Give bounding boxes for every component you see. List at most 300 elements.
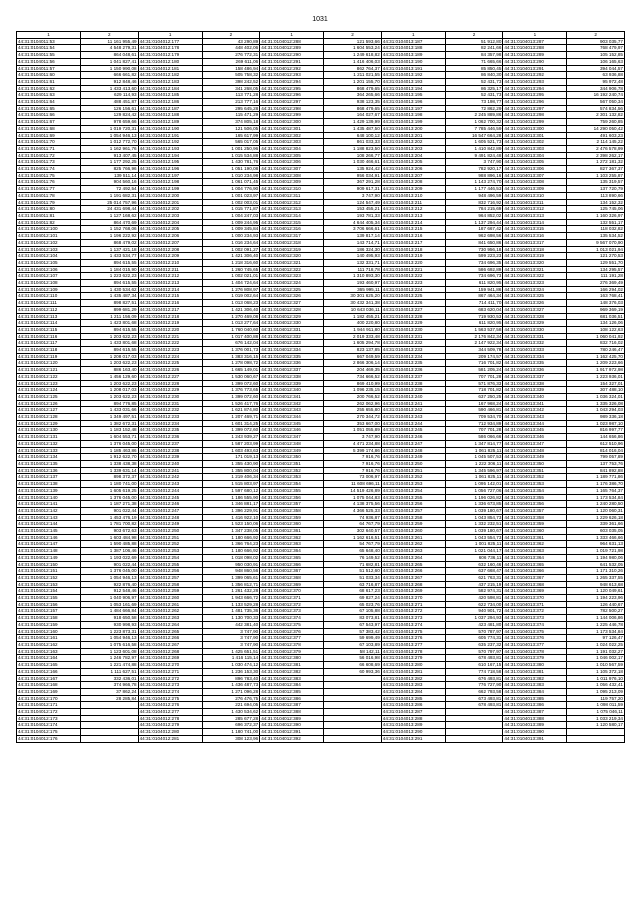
- cadastral-number-cell: 44:31:0104013:380: [503, 662, 567, 669]
- cadastral-number-cell: 44:31:0104012:292: [260, 65, 324, 72]
- value-cell: 1 665 149,01: [202, 367, 260, 374]
- cadastral-number-cell: 44:31:0104013:354: [503, 487, 567, 494]
- value-cell: [445, 735, 503, 742]
- cadastral-number-cell: 44:31:0104013:293: [503, 78, 567, 85]
- cadastral-number-cell: 44:31:0104012:145: [17, 528, 81, 535]
- value-cell: 64 767,79: [324, 521, 382, 528]
- cadastral-number-cell: 44:31:0104012:122: [17, 373, 81, 380]
- value-cell: 1 605 294,78: [324, 340, 382, 347]
- value-cell: 1 515 803,97: [202, 481, 260, 488]
- cadastral-number-cell: 44:31:0104012:341: [260, 393, 324, 400]
- value-cell: 605 774,31: [445, 635, 503, 642]
- value-cell: 565 017,05: [202, 139, 260, 146]
- value-cell: 204 469,35: [324, 367, 382, 374]
- value-cell: 137 720,79: [567, 186, 625, 193]
- cadastral-number-cell: 44:31:0104012:261: [138, 601, 202, 608]
- cadastral-number-cell: 44:31:0104012:294: [260, 78, 324, 85]
- value-cell: 1 203 622,23: [81, 360, 139, 367]
- table-row: [17, 266, 625, 273]
- cadastral-number-cell: 44:31:0104012:211: [138, 266, 202, 273]
- table-row: [17, 239, 625, 246]
- value-cell: 2 114 145,22: [567, 139, 625, 146]
- value-cell: 2 147 922,34: [445, 340, 503, 347]
- value-cell: 121 506,05: [202, 125, 260, 132]
- cadastral-number-cell: 44:31:0104012:140: [17, 494, 81, 501]
- value-cell: 1 421 306,40: [202, 253, 260, 260]
- table-row: [17, 467, 625, 474]
- cadastral-number-cell: 44:31:0104013:347: [503, 440, 567, 447]
- cadastral-number-cell: 44:31:0104012:335: [260, 353, 324, 360]
- value-cell: 143 714,71: [324, 239, 382, 246]
- value-cell: 187 667,42: [445, 226, 503, 233]
- value-cell: 144 656,86: [567, 434, 625, 441]
- cadastral-number-cell: 44:31:0104013:335: [503, 360, 567, 367]
- cadastral-number-cell: 44:31:0104012:240: [138, 461, 202, 468]
- cadastral-number-cell: 44:31:0104013:245: [381, 427, 445, 434]
- value-cell: 1 075 044,83: [324, 494, 382, 501]
- value-cell: 140 495,93: [324, 253, 382, 260]
- cadastral-number-cell: 44:31:0104013:282: [381, 675, 445, 682]
- table-row: [17, 608, 625, 615]
- cadastral-number-cell: 44:31:0104011:62: [17, 85, 81, 92]
- value-cell: 1 060 041,92: [567, 333, 625, 340]
- value-cell: 667 049,59: [324, 353, 382, 360]
- value-cell: 1 347 814,77: [445, 440, 503, 447]
- cadastral-number-cell: 44:31:0104012:144: [17, 521, 81, 528]
- column-header: 2: [324, 32, 382, 39]
- value-cell: 121 593,66: [324, 38, 382, 45]
- cadastral-number-cell: 44:31:0104013:368: [503, 581, 567, 588]
- cadastral-number-cell: 44:31:0104012:229: [138, 387, 202, 394]
- table-row: [17, 159, 625, 166]
- cadastral-number-cell: 44:31:0104012:214: [138, 286, 202, 293]
- table-row: [17, 166, 625, 173]
- table-row: [17, 541, 625, 548]
- value-cell: 1 249 618,82: [324, 52, 382, 59]
- cadastral-number-cell: 44:31:0104012:365: [260, 554, 324, 561]
- table-row: [17, 186, 625, 193]
- cadastral-number-cell: 44:31:0104012:194: [138, 152, 202, 159]
- value-cell: 132 331,71: [324, 259, 382, 266]
- value-cell: 2 866 306,14: [324, 360, 382, 367]
- value-cell: 1 781 700,82: [81, 521, 139, 528]
- cadastral-number-cell: 44:31:0104013:288: [381, 715, 445, 722]
- value-cell: 1 399 065,61: [202, 574, 260, 581]
- cadastral-number-cell: 44:31:0104012:203: [138, 212, 202, 219]
- value-cell: 894 615,55: [81, 259, 139, 266]
- cadastral-number-cell: 44:31:0104013:255: [381, 494, 445, 501]
- value-cell: 1 261 432,28: [202, 588, 260, 595]
- cadastral-number-cell: 44:31:0104013:289: [381, 722, 445, 729]
- cadastral-number-cell: 44:31:0104013:346: [503, 434, 567, 441]
- value-cell: 1 376 045,00: [81, 494, 139, 501]
- value-cell: 1 043 294,03: [567, 407, 625, 414]
- cadastral-number-cell: 44:31:0104012:186: [138, 99, 202, 106]
- value-cell: 1 223 622,23: [81, 273, 139, 280]
- table-row: [17, 273, 625, 280]
- table-row: [17, 38, 625, 45]
- column-header: 1: [260, 32, 324, 39]
- value-cell: 65 648,40: [324, 548, 382, 555]
- table-row: [17, 226, 625, 233]
- cadastral-number-cell: 44:31:0104012:276: [138, 702, 202, 709]
- cadastral-number-cell: 44:31:0104013:212: [381, 206, 445, 213]
- value-cell: 611 820,95: [445, 320, 503, 327]
- cadastral-number-cell: 44:31:0104012:142: [17, 507, 81, 514]
- cadastral-number-cell: 44:31:0104012:312: [260, 199, 324, 206]
- cadastral-number-cell: 44:31:0104011:74: [17, 166, 81, 173]
- value-cell: 1 120 580,17: [567, 722, 625, 729]
- cadastral-number-cell: 44:31:0104013:258: [381, 514, 445, 521]
- value-cell: 213 777,16: [202, 99, 260, 106]
- value-cell: 86 325,17: [445, 85, 503, 92]
- value-cell: 135 924,42: [324, 166, 382, 173]
- table-row: [17, 601, 625, 608]
- table-row: [17, 628, 625, 635]
- cadastral-number-cell: 44:31:0104013:264: [381, 554, 445, 561]
- cadastral-number-cell: 44:31:0104012:173: [17, 715, 81, 722]
- cadastral-number-cell: 44:31:0104013:259: [381, 521, 445, 528]
- table-row: [17, 280, 625, 287]
- cadastral-number-cell: 44:31:0104012:337: [260, 367, 324, 374]
- cadastral-number-cell: 44:31:0104012:386: [260, 695, 324, 702]
- value-cell: 599 223,23: [445, 253, 503, 260]
- value-cell: 105 152,85: [567, 52, 625, 59]
- value-cell: 1 917 972,98: [567, 367, 625, 374]
- value-cell: 1 404 724,64: [202, 280, 260, 287]
- cadastral-number-cell: 44:31:0104013:385: [503, 695, 567, 702]
- value-cell: [81, 709, 139, 716]
- cadastral-number-cell: 44:31:0104012:254: [138, 554, 202, 561]
- cadastral-number-cell: 44:31:0104012:236: [138, 434, 202, 441]
- value-cell: 1 435 487,34: [81, 293, 139, 300]
- value-cell: 1 194 223,96: [567, 595, 625, 602]
- cadastral-number-cell: 44:31:0104013:205: [381, 159, 445, 166]
- value-cell: 4 366 525,33: [324, 507, 382, 514]
- table-row: [17, 494, 625, 501]
- value-cell: 1 171 310,26: [567, 568, 625, 575]
- value-cell: 1 015 534,88: [202, 152, 260, 159]
- value-cell: 637 668,47: [445, 568, 503, 575]
- cadastral-number-cell: 44:31:0104013:377: [503, 641, 567, 648]
- value-cell: 841 892,88: [567, 467, 625, 474]
- cadastral-number-cell: 44:31:0104013:189: [381, 52, 445, 59]
- value-cell: 1 002 021,01: [202, 273, 260, 280]
- cadastral-number-cell: 44:31:0104012:175: [17, 729, 81, 736]
- value-cell: 676 493,81: [445, 675, 503, 682]
- cadastral-number-cell: 44:31:0104013:378: [503, 648, 567, 655]
- cadastral-number-cell: 44:31:0104012:189: [138, 119, 202, 126]
- table-row: [17, 65, 625, 72]
- value-cell: 1 123 601,08: [81, 648, 139, 655]
- value-cell: 1 399 072,60: [202, 427, 260, 434]
- table-row: [17, 212, 625, 219]
- value-cell: 918 650,58: [81, 615, 139, 622]
- value-cell: 1 013 068,23: [202, 300, 260, 307]
- cadastral-number-cell: 44:31:0104012:212: [138, 273, 202, 280]
- value-cell: 1 760 040,60: [202, 326, 260, 333]
- value-cell: 603 035,05: [567, 528, 625, 535]
- cadastral-number-cell: 44:31:0104013:190: [381, 58, 445, 65]
- value-cell: 1 160 326,97: [567, 212, 625, 219]
- value-cell: 1 621 874,80: [202, 407, 260, 414]
- cadastral-number-cell: 44:31:0104013:315: [503, 226, 567, 233]
- value-cell: 171 019,13: [202, 454, 260, 461]
- cadastral-number-cell: 44:31:0104012:195: [138, 159, 202, 166]
- cadastral-number-cell: 44:31:0104013:300: [503, 125, 567, 132]
- value-cell: 1 127 168,62: [81, 212, 139, 219]
- cadastral-number-cell: 44:31:0104012:299: [260, 112, 324, 119]
- cadastral-number-cell: 44:31:0104012:230: [138, 393, 202, 400]
- cadastral-number-cell: 44:31:0104012:154: [17, 588, 81, 595]
- cadastral-number-cell: 44:31:0104013:197: [381, 105, 445, 112]
- cadastral-number-cell: 44:31:0104012:278: [138, 715, 202, 722]
- value-cell: 648 100,12: [324, 132, 382, 139]
- value-cell: 1 383 316,15: [202, 353, 260, 360]
- value-cell: 400 220,80: [324, 320, 382, 327]
- value-cell: [324, 675, 382, 682]
- value-cell: 353 667,00: [324, 420, 382, 427]
- table-row: [17, 199, 625, 206]
- value-cell: 861 033,33: [324, 139, 382, 146]
- cadastral-number-cell: 44:31:0104012:316: [260, 226, 324, 233]
- value-cell: 68 617,23: [324, 588, 382, 595]
- table-row: [17, 588, 625, 595]
- cadastral-number-cell: 44:31:0104012:338: [260, 373, 324, 380]
- cadastral-number-cell: 44:31:0104012:250: [138, 528, 202, 535]
- value-cell: 51 912,80: [445, 38, 503, 45]
- value-cell: 730 956,18: [445, 246, 503, 253]
- value-cell: 641 532,05: [567, 561, 625, 568]
- cadastral-number-cell: 44:31:0104012:134: [17, 454, 81, 461]
- value-cell: 52 431,73: [445, 78, 503, 85]
- cadastral-number-cell: 44:31:0104013:391: [503, 735, 567, 742]
- value-cell: 832 716,02: [567, 340, 625, 347]
- cadastral-number-cell: 44:31:0104012:109: [17, 286, 81, 293]
- cadastral-number-cell: 44:31:0104011:65: [17, 105, 81, 112]
- value-cell: 1 603 484,98: [81, 534, 139, 541]
- value-cell: 1 456 129,60: [81, 373, 139, 380]
- cadastral-number-cell: 44:31:0104013:242: [381, 407, 445, 414]
- value-cell: 66 608,69: [324, 662, 382, 669]
- value-cell: 1 376 045,00: [81, 440, 139, 447]
- value-cell: 63 716,87: [324, 581, 382, 588]
- value-cell: 940 901,72: [445, 608, 503, 615]
- cadastral-number-cell: 44:31:0104011:81: [17, 212, 81, 219]
- cadastral-number-cell: 44:31:0104013:269: [381, 588, 445, 595]
- value-cell: [324, 702, 382, 709]
- cadastral-number-cell: 44:31:0104013:218: [381, 246, 445, 253]
- value-cell: 209 174,57: [445, 353, 503, 360]
- cadastral-number-cell: 44:31:0104011:55: [17, 52, 81, 59]
- cadastral-number-cell: 44:31:0104012:352: [260, 467, 324, 474]
- cadastral-number-cell: 44:31:0104013:249: [381, 454, 445, 461]
- value-cell: 894 776,85: [81, 400, 139, 407]
- value-cell: 780 246,47: [567, 347, 625, 354]
- table-row: [17, 172, 625, 179]
- table-row: [17, 427, 625, 434]
- value-cell: 948 496,59: [445, 192, 503, 199]
- value-cell: 1 183 152,48: [81, 427, 139, 434]
- cadastral-number-cell: 44:31:0104012:305: [260, 152, 324, 159]
- cadastral-number-cell: 44:31:0104012:117: [17, 340, 81, 347]
- cadastral-number-cell: 44:31:0104012:307: [260, 166, 324, 173]
- value-cell: 126 440,67: [567, 601, 625, 608]
- cadastral-number-cell: 44:31:0104012:322: [260, 266, 324, 273]
- cadastral-number-cell: 44:31:0104012:361: [260, 528, 324, 535]
- cadastral-number-cell: 44:31:0104013:323: [503, 280, 567, 287]
- value-cell: 868 479,02: [81, 239, 139, 246]
- value-cell: 121 270,53: [567, 253, 625, 260]
- cadastral-number-cell: 44:31:0104012:256: [138, 568, 202, 575]
- cadastral-number-cell: 44:31:0104012:392: [260, 735, 324, 742]
- cadastral-number-cell: 44:31:0104012:387: [260, 702, 324, 709]
- value-cell: 606 736,11: [445, 554, 503, 561]
- cadastral-number-cell: 44:31:0104012:188: [138, 112, 202, 119]
- table-row: [17, 414, 625, 421]
- value-cell: 1 430 781,76: [202, 159, 260, 166]
- value-cell: 1 061 071,45: [202, 179, 260, 186]
- cadastral-number-cell: 44:31:0104012:179: [138, 52, 202, 59]
- value-cell: 134 295,57: [567, 266, 625, 273]
- value-cell: 1 191 682,31: [81, 192, 139, 199]
- cadastral-number-cell: 44:31:0104012:138: [17, 481, 81, 488]
- value-cell: 1 001 023,97: [202, 192, 260, 199]
- value-cell: 1 039 180,67: [445, 528, 503, 535]
- cadastral-number-cell: 44:31:0104013:306: [503, 166, 567, 173]
- value-cell: 1 219 406,34: [202, 474, 260, 481]
- value-cell: 125 745,06: [567, 206, 625, 213]
- cadastral-number-cell: 44:31:0104013:266: [381, 568, 445, 575]
- cadastral-number-cell: 44:31:0104012:222: [138, 340, 202, 347]
- cadastral-number-cell: 44:31:0104012:220: [138, 326, 202, 333]
- cadastral-number-cell: 44:31:0104012:303: [260, 139, 324, 146]
- value-cell: 1 225 446,78: [567, 621, 625, 628]
- cadastral-number-cell: 44:31:0104013:234: [381, 353, 445, 360]
- value-cell: 1 597 680,12: [202, 487, 260, 494]
- value-cell: 344 906,78: [567, 85, 625, 92]
- table-row: [17, 125, 625, 132]
- cadastral-number-cell: 44:31:0104013:326: [503, 300, 567, 307]
- cadastral-number-cell: 44:31:0104012:331: [260, 326, 324, 333]
- cadastral-number-cell: 44:31:0104013:349: [503, 454, 567, 461]
- value-cell: 1 177 292,25: [81, 159, 139, 166]
- table-row: [17, 132, 625, 139]
- cadastral-number-cell: 44:31:0104012:136: [17, 467, 81, 474]
- value-cell: 159 941,86: [445, 286, 503, 293]
- cadastral-number-cell: 44:31:0104013:267: [381, 574, 445, 581]
- value-cell: 904 560,16: [81, 179, 139, 186]
- value-cell: 73 006,97: [324, 474, 382, 481]
- value-cell: 1 356 812,71: [202, 581, 260, 588]
- value-cell: 1 223 873,31: [81, 628, 139, 635]
- cadastral-number-cell: 44:31:0104013:275: [381, 628, 445, 635]
- table-row: [17, 581, 625, 588]
- cadastral-number-cell: 44:31:0104013:350: [503, 461, 567, 468]
- value-cell: 67 105,88: [324, 608, 382, 615]
- value-cell: 448 402,06: [202, 45, 260, 52]
- cadastral-number-cell: 44:31:0104013:239: [381, 387, 445, 394]
- table-body: [17, 38, 625, 742]
- value-cell: 734 666,52: [324, 373, 382, 380]
- value-cell: 1 018 098,02: [202, 554, 260, 561]
- cadastral-number-cell: 44:31:0104012:227: [138, 373, 202, 380]
- value-cell: 4 644 405,34: [324, 219, 382, 226]
- cadastral-number-cell: 44:31:0104012:290: [260, 52, 324, 59]
- cadastral-number-cell: 44:31:0104012:342: [260, 400, 324, 407]
- table-row: [17, 286, 625, 293]
- value-cell: 2 476 578,99: [567, 145, 625, 152]
- table-row: [17, 447, 625, 454]
- cadastral-number-cell: 44:31:0104012:114: [17, 320, 81, 327]
- cadastral-number-cell: 44:31:0104012:166: [17, 668, 81, 675]
- table-row: [17, 293, 625, 300]
- cadastral-number-cell: 44:31:0104011:79: [17, 199, 81, 206]
- value-cell: 1 046 002,17: [567, 655, 625, 662]
- value-cell: 912 848,46: [81, 78, 139, 85]
- value-cell: 707 701,28: [445, 373, 503, 380]
- cadastral-number-cell: 44:31:0104012:104: [17, 253, 81, 260]
- cadastral-number-cell: 44:31:0104012:107: [17, 273, 81, 280]
- cadastral-number-cell: 44:31:0104012:385: [260, 688, 324, 695]
- value-cell: 768 479,97: [567, 45, 625, 52]
- cadastral-number-cell: 44:31:0104012:217: [138, 306, 202, 313]
- value-cell: 365 995,11: [324, 286, 382, 293]
- value-cell: 1 399 072,60: [202, 380, 260, 387]
- cadastral-number-cell: 44:31:0104012:205: [138, 226, 202, 233]
- value-cell: 1 336 673,85: [445, 501, 503, 508]
- value-cell: 962 698,56: [445, 233, 503, 240]
- table-row: [17, 534, 625, 541]
- cadastral-number-cell: 44:31:0104013:289: [503, 52, 567, 59]
- cadastral-number-cell: 44:31:0104013:237: [381, 373, 445, 380]
- cadastral-number-cell: 44:31:0104012:237: [138, 440, 202, 447]
- value-cell: 676 142,04: [202, 340, 260, 347]
- value-cell: 901 022,44: [81, 561, 139, 568]
- value-cell: 1 184 015,90: [81, 266, 139, 273]
- cadastral-number-cell: 44:31:0104013:202: [381, 139, 445, 146]
- cadastral-number-cell: 44:31:0104013:208: [381, 179, 445, 186]
- column-header: 2: [445, 32, 503, 39]
- cadastral-number-cell: 44:31:0104012:371: [260, 595, 324, 602]
- cadastral-number-cell: 44:31:0104012:271: [138, 668, 202, 675]
- cadastral-number-cell: 44:31:0104012:231: [138, 400, 202, 407]
- value-cell: 1 276 808,97: [202, 286, 260, 293]
- cadastral-number-cell: 44:31:0104012:232: [138, 407, 202, 414]
- cadastral-number-cell: 44:31:0104012:314: [260, 212, 324, 219]
- cadastral-number-cell: 44:31:0104013:372: [503, 608, 567, 615]
- value-cell: 1 203 622,23: [81, 393, 139, 400]
- value-cell: 113 890,66: [567, 192, 625, 199]
- cadastral-number-cell: 44:31:0104012:242: [138, 474, 202, 481]
- table-row: [17, 501, 625, 508]
- value-cell: 9 567 070,90: [567, 239, 625, 246]
- value-cell: 1 150 990,08: [81, 65, 139, 72]
- cadastral-number-cell: 44:31:0104012:172: [17, 709, 81, 716]
- value-cell: 709 534,70: [445, 414, 503, 421]
- value-cell: [445, 709, 503, 716]
- value-cell: 11 608 696,11: [324, 481, 382, 488]
- table-row: [17, 521, 625, 528]
- value-cell: 1 180 741,00: [81, 481, 139, 488]
- cadastral-number-cell: 44:31:0104012:139: [17, 487, 81, 494]
- value-cell: 2 301 132,82: [567, 112, 625, 119]
- cadastral-number-cell: 44:31:0104012:108: [17, 280, 81, 287]
- value-cell: [324, 722, 382, 729]
- cadastral-number-cell: 44:31:0104013:314: [503, 219, 567, 226]
- cadastral-number-cell: 44:31:0104012:313: [260, 206, 324, 213]
- value-cell: 1 015 771,87: [202, 206, 260, 213]
